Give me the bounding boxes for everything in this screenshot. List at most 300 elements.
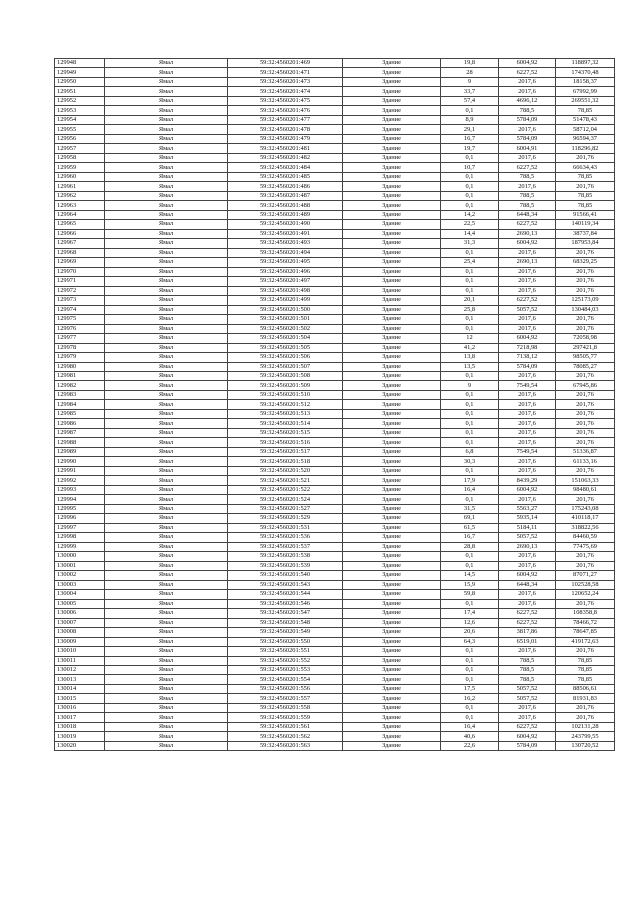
municipality-cell: Ямал bbox=[105, 684, 228, 693]
record-number-cell: 130015 bbox=[55, 694, 105, 703]
unit-value-cell: 6227,52 bbox=[499, 722, 556, 731]
table-row bbox=[55, 267, 615, 276]
table-row bbox=[55, 618, 615, 627]
record-number-cell: 129981 bbox=[55, 371, 105, 380]
area-cell: 0,1 bbox=[441, 703, 499, 712]
municipality-cell: Ямал bbox=[105, 571, 228, 580]
table-row bbox=[55, 666, 615, 675]
area-cell: 28 bbox=[441, 68, 499, 77]
cadastral-value-cell: 102131,28 bbox=[556, 722, 615, 731]
municipality-cell: Ямал bbox=[105, 371, 228, 380]
cadastral-number-cell: 59:32:4560201:510 bbox=[228, 390, 343, 399]
table-row bbox=[55, 580, 615, 589]
area-cell: 0,1 bbox=[441, 552, 499, 561]
cadastral-number-cell: 59:32:4560201:540 bbox=[228, 571, 343, 580]
cadastral-number-cell: 59:32:4560201:499 bbox=[228, 296, 343, 305]
record-number-cell: 130017 bbox=[55, 713, 105, 722]
municipality-cell: Ямал bbox=[105, 267, 228, 276]
area-cell: 40,6 bbox=[441, 732, 499, 741]
cadastral-number-cell: 59:32:4560201:502 bbox=[228, 324, 343, 333]
area-cell: 0,1 bbox=[441, 267, 499, 276]
record-number-cell: 130007 bbox=[55, 618, 105, 627]
cadastral-number-cell: 59:32:4560201:546 bbox=[228, 599, 343, 608]
area-cell: 0,1 bbox=[441, 371, 499, 380]
table-row bbox=[55, 514, 615, 523]
municipality-cell: Ямал bbox=[105, 305, 228, 314]
unit-value-cell: 5784,09 bbox=[499, 362, 556, 371]
object-type-cell: Здание bbox=[343, 353, 441, 362]
record-number-cell: 130000 bbox=[55, 552, 105, 561]
object-type-cell: Здание bbox=[343, 68, 441, 77]
cadastral-value-cell: 18158,37 bbox=[556, 77, 615, 86]
object-type-cell: Здание bbox=[343, 495, 441, 504]
table-row bbox=[55, 400, 615, 409]
record-number-cell: 129985 bbox=[55, 409, 105, 418]
cadastral-number-cell: 59:32:4560201:559 bbox=[228, 713, 343, 722]
municipality-cell: Ямал bbox=[105, 353, 228, 362]
unit-value-cell: 2017,6 bbox=[499, 390, 556, 399]
object-type-cell: Здание bbox=[343, 182, 441, 191]
object-type-cell: Здание bbox=[343, 675, 441, 684]
table-row bbox=[55, 732, 615, 741]
record-number-cell: 129979 bbox=[55, 353, 105, 362]
unit-value-cell: 5184,11 bbox=[499, 523, 556, 532]
object-type-cell: Здание bbox=[343, 381, 441, 390]
unit-value-cell: 5057,52 bbox=[499, 533, 556, 542]
object-type-cell: Здание bbox=[343, 277, 441, 286]
area-cell: 0,1 bbox=[441, 675, 499, 684]
object-type-cell: Здание bbox=[343, 115, 441, 124]
cadastral-value-cell: 96594,37 bbox=[556, 134, 615, 143]
object-type-cell: Здание bbox=[343, 191, 441, 200]
record-number-cell: 130003 bbox=[55, 580, 105, 589]
municipality-cell: Ямал bbox=[105, 599, 228, 608]
object-type-cell: Здание bbox=[343, 419, 441, 428]
object-type-cell: Здание bbox=[343, 590, 441, 599]
table-row bbox=[55, 239, 615, 248]
record-number-cell: 129972 bbox=[55, 286, 105, 295]
record-number-cell: 129997 bbox=[55, 523, 105, 532]
cadastral-value-cell: 269551,32 bbox=[556, 96, 615, 105]
cadastral-value-cell: 201,76 bbox=[556, 647, 615, 656]
record-number-cell: 130009 bbox=[55, 637, 105, 646]
unit-value-cell: 7218,98 bbox=[499, 343, 556, 352]
unit-value-cell: 6004,92 bbox=[499, 334, 556, 343]
table-row bbox=[55, 258, 615, 267]
cadastral-value-cell: 66634,43 bbox=[556, 163, 615, 172]
record-number-cell: 130001 bbox=[55, 561, 105, 570]
cadastral-number-cell: 59:32:4560201:563 bbox=[228, 741, 343, 750]
object-type-cell: Здание bbox=[343, 371, 441, 380]
area-cell: 31,5 bbox=[441, 504, 499, 513]
unit-value-cell: 788,5 bbox=[499, 656, 556, 665]
area-cell: 0,1 bbox=[441, 248, 499, 257]
record-number-cell: 129974 bbox=[55, 305, 105, 314]
unit-value-cell: 788,5 bbox=[499, 191, 556, 200]
cadastral-number-cell: 59:32:4560201:479 bbox=[228, 134, 343, 143]
cadastral-value-cell: 174370,48 bbox=[556, 68, 615, 77]
object-type-cell: Здание bbox=[343, 334, 441, 343]
object-type-cell: Здание bbox=[343, 656, 441, 665]
area-cell: 57,4 bbox=[441, 96, 499, 105]
cadastral-value-cell: 77475,69 bbox=[556, 542, 615, 551]
cadastral-number-cell: 59:32:4560201:549 bbox=[228, 628, 343, 637]
cadastral-value-cell: 201,76 bbox=[556, 495, 615, 504]
unit-value-cell: 6004,92 bbox=[499, 571, 556, 580]
municipality-cell: Ямал bbox=[105, 438, 228, 447]
table-row bbox=[55, 381, 615, 390]
table-row bbox=[55, 571, 615, 580]
unit-value-cell: 2017,6 bbox=[499, 495, 556, 504]
cadastral-value-cell: 318822,56 bbox=[556, 523, 615, 532]
record-number-cell: 129975 bbox=[55, 315, 105, 324]
municipality-cell: Ямал bbox=[105, 609, 228, 618]
object-type-cell: Здание bbox=[343, 561, 441, 570]
cadastral-value-cell: 78647,85 bbox=[556, 628, 615, 637]
cadastral-value-cell: 201,76 bbox=[556, 713, 615, 722]
cadastral-value-cell: 118897,32 bbox=[556, 59, 615, 68]
record-number-cell: 129977 bbox=[55, 334, 105, 343]
unit-value-cell: 6227,52 bbox=[499, 163, 556, 172]
table-row bbox=[55, 561, 615, 570]
table-row bbox=[55, 229, 615, 238]
unit-value-cell: 3817,86 bbox=[499, 628, 556, 637]
object-type-cell: Здание bbox=[343, 476, 441, 485]
area-cell: 25,8 bbox=[441, 305, 499, 314]
municipality-cell: Ямал bbox=[105, 144, 228, 153]
area-cell: 19,8 bbox=[441, 59, 499, 68]
municipality-cell: Ямал bbox=[105, 637, 228, 646]
object-type-cell: Здание bbox=[343, 324, 441, 333]
cadastral-number-cell: 59:32:4560201:506 bbox=[228, 353, 343, 362]
area-cell: 16,4 bbox=[441, 722, 499, 731]
table-row bbox=[55, 334, 615, 343]
municipality-cell: Ямал bbox=[105, 466, 228, 475]
cadastral-value-cell: 140119,34 bbox=[556, 220, 615, 229]
table-row bbox=[55, 495, 615, 504]
unit-value-cell: 5784,09 bbox=[499, 115, 556, 124]
cadastral-value-cell: 120652,24 bbox=[556, 590, 615, 599]
cadastral-value-cell: 78,85 bbox=[556, 191, 615, 200]
municipality-cell: Ямал bbox=[105, 523, 228, 532]
record-number-cell: 129994 bbox=[55, 495, 105, 504]
cadastral-value-cell: 108358,8 bbox=[556, 609, 615, 618]
table-row bbox=[55, 77, 615, 86]
cadastral-number-cell: 59:32:4560201:552 bbox=[228, 656, 343, 665]
municipality-cell: Ямал bbox=[105, 324, 228, 333]
record-number-cell: 129984 bbox=[55, 400, 105, 409]
cadastral-number-cell: 59:32:4560201:484 bbox=[228, 163, 343, 172]
record-number-cell: 130011 bbox=[55, 656, 105, 665]
cadastral-value-cell: 243799,55 bbox=[556, 732, 615, 741]
record-number-cell: 129958 bbox=[55, 153, 105, 162]
cadastral-number-cell: 59:32:4560201:561 bbox=[228, 722, 343, 731]
cadastral-value-cell: 125173,09 bbox=[556, 296, 615, 305]
area-cell: 22,5 bbox=[441, 220, 499, 229]
table-row bbox=[55, 371, 615, 380]
cadastral-number-cell: 59:32:4560201:495 bbox=[228, 258, 343, 267]
cadastral-number-cell: 59:32:4560201:516 bbox=[228, 438, 343, 447]
area-cell: 12 bbox=[441, 334, 499, 343]
area-cell: 0,1 bbox=[441, 182, 499, 191]
record-number-cell: 130006 bbox=[55, 609, 105, 618]
record-number-cell: 129978 bbox=[55, 343, 105, 352]
unit-value-cell: 6227,52 bbox=[499, 68, 556, 77]
record-number-cell: 129948 bbox=[55, 59, 105, 68]
cadastral-value-cell: 201,76 bbox=[556, 182, 615, 191]
record-number-cell: 130018 bbox=[55, 722, 105, 731]
cadastral-value-cell: 78466,72 bbox=[556, 618, 615, 627]
cadastral-value-cell: 201,76 bbox=[556, 153, 615, 162]
cadastral-number-cell: 59:32:4560201:507 bbox=[228, 362, 343, 371]
cadastral-number-cell: 59:32:4560201:517 bbox=[228, 447, 343, 456]
area-cell: 17,9 bbox=[441, 476, 499, 485]
unit-value-cell: 5935,14 bbox=[499, 514, 556, 523]
unit-value-cell: 2017,6 bbox=[499, 409, 556, 418]
unit-value-cell: 2690,13 bbox=[499, 542, 556, 551]
cadastral-number-cell: 59:32:4560201:497 bbox=[228, 277, 343, 286]
municipality-cell: Ямал bbox=[105, 419, 228, 428]
area-cell: 14,4 bbox=[441, 229, 499, 238]
object-type-cell: Здание bbox=[343, 362, 441, 371]
cadastral-value-cell: 201,76 bbox=[556, 371, 615, 380]
record-number-cell: 130014 bbox=[55, 684, 105, 693]
table-row bbox=[55, 191, 615, 200]
record-number-cell: 130002 bbox=[55, 571, 105, 580]
area-cell: 0,1 bbox=[441, 409, 499, 418]
record-number-cell: 129970 bbox=[55, 267, 105, 276]
area-cell: 13,8 bbox=[441, 353, 499, 362]
area-cell: 0,1 bbox=[441, 466, 499, 475]
registry-table-body bbox=[55, 59, 615, 751]
area-cell: 14,5 bbox=[441, 571, 499, 580]
cadastral-number-cell: 59:32:4560201:536 bbox=[228, 533, 343, 542]
table-row bbox=[55, 647, 615, 656]
unit-value-cell: 2017,6 bbox=[499, 315, 556, 324]
table-row bbox=[55, 476, 615, 485]
record-number-cell: 129986 bbox=[55, 419, 105, 428]
cadastral-value-cell: 130720,52 bbox=[556, 741, 615, 750]
area-cell: 0,1 bbox=[441, 153, 499, 162]
municipality-cell: Ямал bbox=[105, 115, 228, 124]
record-number-cell: 130008 bbox=[55, 628, 105, 637]
table-row bbox=[55, 390, 615, 399]
table-row bbox=[55, 552, 615, 561]
cadastral-value-cell: 201,76 bbox=[556, 419, 615, 428]
municipality-cell: Ямал bbox=[105, 258, 228, 267]
object-type-cell: Здание bbox=[343, 87, 441, 96]
area-cell: 16,7 bbox=[441, 134, 499, 143]
cadastral-number-cell: 59:32:4560201:531 bbox=[228, 523, 343, 532]
record-number-cell: 129992 bbox=[55, 476, 105, 485]
municipality-cell: Ямал bbox=[105, 552, 228, 561]
cadastral-number-cell: 59:32:4560201:508 bbox=[228, 371, 343, 380]
municipality-cell: Ямал bbox=[105, 125, 228, 134]
object-type-cell: Здание bbox=[343, 239, 441, 248]
table-row bbox=[55, 277, 615, 286]
cadastral-value-cell: 61133,16 bbox=[556, 457, 615, 466]
cadastral-number-cell: 59:32:4560201:514 bbox=[228, 419, 343, 428]
municipality-cell: Ямал bbox=[105, 191, 228, 200]
table-row bbox=[55, 153, 615, 162]
unit-value-cell: 7549,54 bbox=[499, 381, 556, 390]
unit-value-cell: 5057,52 bbox=[499, 694, 556, 703]
area-cell: 0,1 bbox=[441, 172, 499, 181]
cadastral-value-cell: 78,85 bbox=[556, 675, 615, 684]
cadastral-number-cell: 59:32:4560201:477 bbox=[228, 115, 343, 124]
cadastral-value-cell: 118296,82 bbox=[556, 144, 615, 153]
area-cell: 0,1 bbox=[441, 315, 499, 324]
record-number-cell: 129982 bbox=[55, 381, 105, 390]
area-cell: 0,1 bbox=[441, 286, 499, 295]
area-cell: 16,2 bbox=[441, 694, 499, 703]
cadastral-number-cell: 59:32:4560201:478 bbox=[228, 125, 343, 134]
municipality-cell: Ямал bbox=[105, 694, 228, 703]
table-row bbox=[55, 172, 615, 181]
area-cell: 17,5 bbox=[441, 684, 499, 693]
record-number-cell: 129951 bbox=[55, 87, 105, 96]
cadastral-number-cell: 59:32:4560201:509 bbox=[228, 381, 343, 390]
cadastral-value-cell: 72058,98 bbox=[556, 334, 615, 343]
unit-value-cell: 2017,6 bbox=[499, 77, 556, 86]
municipality-cell: Ямал bbox=[105, 182, 228, 191]
cadastral-value-cell: 151063,33 bbox=[556, 476, 615, 485]
municipality-cell: Ямал bbox=[105, 476, 228, 485]
object-type-cell: Здание bbox=[343, 125, 441, 134]
cadastral-number-cell: 59:32:4560201:504 bbox=[228, 334, 343, 343]
cadastral-number-cell: 59:32:4560201:488 bbox=[228, 201, 343, 210]
unit-value-cell: 2017,6 bbox=[499, 400, 556, 409]
table-row bbox=[55, 428, 615, 437]
municipality-cell: Ямал bbox=[105, 628, 228, 637]
record-number-cell: 130020 bbox=[55, 741, 105, 750]
table-row bbox=[55, 590, 615, 599]
cadastral-value-cell: 201,76 bbox=[556, 466, 615, 475]
cadastral-number-cell: 59:32:4560201:548 bbox=[228, 618, 343, 627]
area-cell: 0,1 bbox=[441, 390, 499, 399]
table-row bbox=[55, 684, 615, 693]
cadastral-number-cell: 59:32:4560201:513 bbox=[228, 409, 343, 418]
municipality-cell: Ямал bbox=[105, 59, 228, 68]
cadastral-value-cell: 78,85 bbox=[556, 201, 615, 210]
cadastral-value-cell: 68329,25 bbox=[556, 258, 615, 267]
record-number-cell: 129998 bbox=[55, 533, 105, 542]
area-cell: 33,7 bbox=[441, 87, 499, 96]
record-number-cell: 129969 bbox=[55, 258, 105, 267]
municipality-cell: Ямал bbox=[105, 210, 228, 219]
unit-value-cell: 2017,6 bbox=[499, 286, 556, 295]
municipality-cell: Ямал bbox=[105, 741, 228, 750]
cadastral-number-cell: 59:32:4560201:512 bbox=[228, 400, 343, 409]
object-type-cell: Здание bbox=[343, 59, 441, 68]
cadastral-number-cell: 59:32:4560201:558 bbox=[228, 703, 343, 712]
municipality-cell: Ямал bbox=[105, 514, 228, 523]
municipality-cell: Ямал bbox=[105, 77, 228, 86]
cadastral-number-cell: 59:32:4560201:521 bbox=[228, 476, 343, 485]
cadastral-number-cell: 59:32:4560201:473 bbox=[228, 77, 343, 86]
municipality-cell: Ямал bbox=[105, 485, 228, 494]
object-type-cell: Здание bbox=[343, 722, 441, 731]
record-number-cell: 129967 bbox=[55, 239, 105, 248]
cadastral-number-cell: 59:32:4560201:485 bbox=[228, 172, 343, 181]
unit-value-cell: 2017,6 bbox=[499, 371, 556, 380]
object-type-cell: Здание bbox=[343, 647, 441, 656]
cadastral-value-cell: 410118,17 bbox=[556, 514, 615, 523]
table-row bbox=[55, 533, 615, 542]
cadastral-number-cell: 59:32:4560201:520 bbox=[228, 466, 343, 475]
object-type-cell: Здание bbox=[343, 409, 441, 418]
table-row bbox=[55, 741, 615, 750]
cadastral-number-cell: 59:32:4560201:471 bbox=[228, 68, 343, 77]
unit-value-cell: 2017,6 bbox=[499, 324, 556, 333]
cadastral-number-cell: 59:32:4560201:515 bbox=[228, 428, 343, 437]
record-number-cell: 129964 bbox=[55, 210, 105, 219]
unit-value-cell: 6519,01 bbox=[499, 637, 556, 646]
municipality-cell: Ямал bbox=[105, 618, 228, 627]
municipality-cell: Ямал bbox=[105, 580, 228, 589]
municipality-cell: Ямал bbox=[105, 87, 228, 96]
municipality-cell: Ямал bbox=[105, 96, 228, 105]
cadastral-value-cell: 58712,04 bbox=[556, 125, 615, 134]
municipality-cell: Ямал bbox=[105, 334, 228, 343]
cadastral-number-cell: 59:32:4560201:522 bbox=[228, 485, 343, 494]
unit-value-cell: 6004,92 bbox=[499, 485, 556, 494]
cadastral-value-cell: 201,76 bbox=[556, 409, 615, 418]
record-number-cell: 129995 bbox=[55, 504, 105, 513]
record-number-cell: 129991 bbox=[55, 466, 105, 475]
area-cell: 20,6 bbox=[441, 628, 499, 637]
municipality-cell: Ямал bbox=[105, 647, 228, 656]
cadastral-value-cell: 98480,61 bbox=[556, 485, 615, 494]
cadastral-number-cell: 59:32:4560201:543 bbox=[228, 580, 343, 589]
cadastral-number-cell: 59:32:4560201:489 bbox=[228, 210, 343, 219]
cadastral-number-cell: 59:32:4560201:494 bbox=[228, 248, 343, 257]
table-row bbox=[55, 628, 615, 637]
unit-value-cell: 2017,6 bbox=[499, 87, 556, 96]
cadastral-value-cell: 297421,8 bbox=[556, 343, 615, 352]
cadastral-number-cell: 59:32:4560201:490 bbox=[228, 220, 343, 229]
object-type-cell: Здание bbox=[343, 172, 441, 181]
municipality-cell: Ямал bbox=[105, 381, 228, 390]
record-number-cell: 129996 bbox=[55, 514, 105, 523]
cadastral-value-cell: 88506,61 bbox=[556, 684, 615, 693]
cadastral-number-cell: 59:32:4560201:496 bbox=[228, 267, 343, 276]
registry-table bbox=[54, 58, 615, 751]
object-type-cell: Здание bbox=[343, 666, 441, 675]
area-cell: 64,3 bbox=[441, 637, 499, 646]
area-cell: 12,6 bbox=[441, 618, 499, 627]
area-cell: 19,7 bbox=[441, 144, 499, 153]
object-type-cell: Здание bbox=[343, 571, 441, 580]
unit-value-cell: 2017,6 bbox=[499, 438, 556, 447]
table-row bbox=[55, 68, 615, 77]
table-row bbox=[55, 134, 615, 143]
cadastral-number-cell: 59:32:4560201:557 bbox=[228, 694, 343, 703]
table-row bbox=[55, 182, 615, 191]
record-number-cell: 130012 bbox=[55, 666, 105, 675]
municipality-cell: Ямал bbox=[105, 400, 228, 409]
object-type-cell: Здание bbox=[343, 220, 441, 229]
cadastral-value-cell: 98505,77 bbox=[556, 353, 615, 362]
table-row bbox=[55, 125, 615, 134]
municipality-cell: Ямал bbox=[105, 390, 228, 399]
object-type-cell: Здание bbox=[343, 267, 441, 276]
table-row bbox=[55, 409, 615, 418]
unit-value-cell: 5784,09 bbox=[499, 134, 556, 143]
area-cell: 0,1 bbox=[441, 495, 499, 504]
object-type-cell: Здание bbox=[343, 153, 441, 162]
cadastral-value-cell: 91566,41 bbox=[556, 210, 615, 219]
